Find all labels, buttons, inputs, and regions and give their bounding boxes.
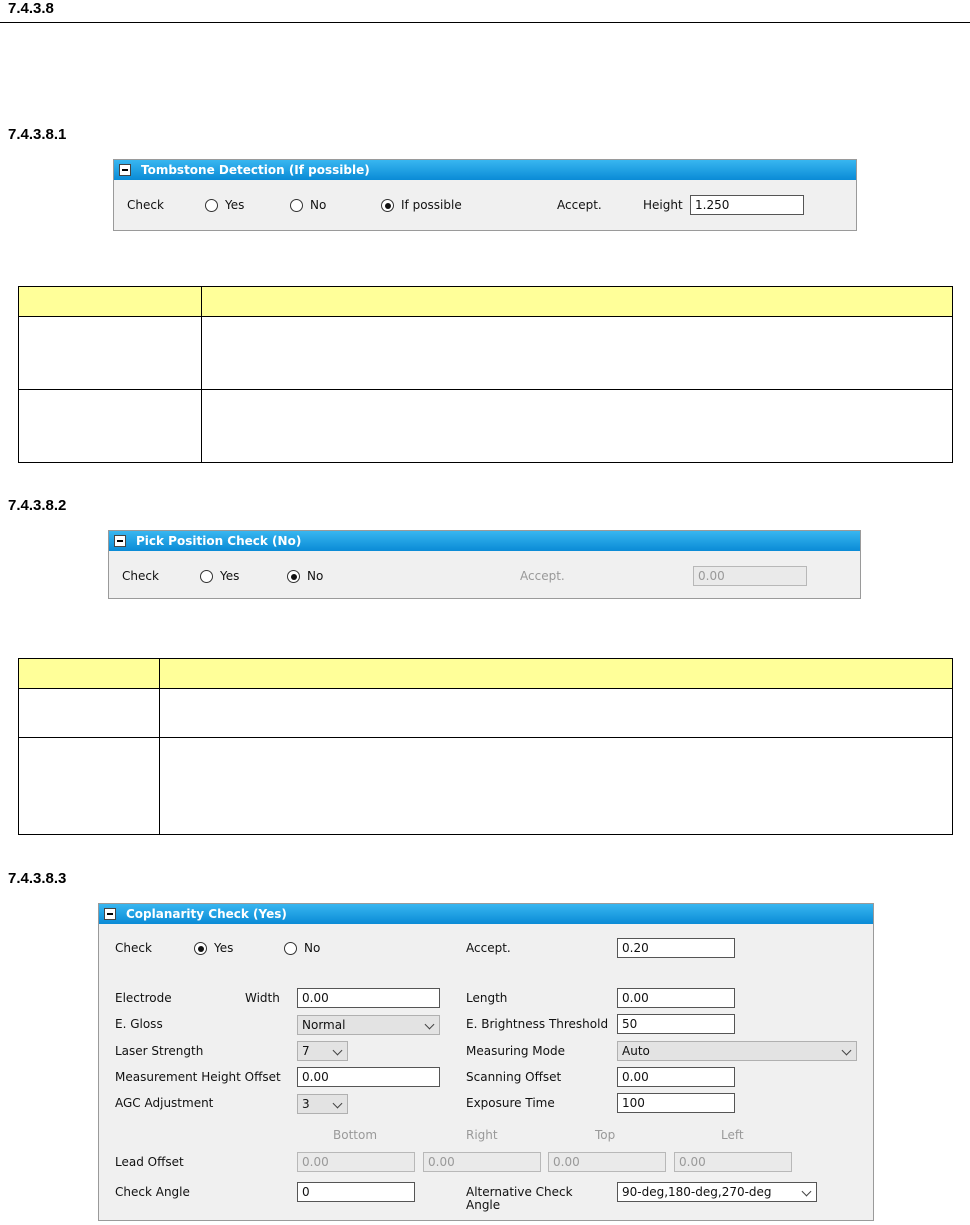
check-yes-label: Yes (214, 941, 234, 955)
lead-offset-right-input[interactable]: 0.00 (423, 1152, 541, 1172)
accept-label: Accept. (520, 569, 565, 583)
electrode-label: Electrode (115, 991, 172, 1005)
alternative-check-angle-value: 90-deg,180-deg,270-deg (622, 1185, 772, 1199)
table-cell (160, 738, 953, 835)
scanning-offset-label: Scanning Offset (466, 1070, 562, 1084)
table-cell (160, 689, 953, 738)
chevron-down-icon (425, 1020, 435, 1030)
lead-offset-label: Lead Offset (115, 1155, 184, 1169)
length-label: Length (466, 991, 508, 1005)
check-no-label: No (307, 569, 324, 583)
tombstone-detection-panel (113, 159, 857, 231)
section-number-3: 7.4.3.8.3 (8, 870, 67, 887)
lead-offset-right-header: Right (466, 1128, 498, 1142)
check-label: Check (127, 198, 164, 212)
laser-strength-select[interactable] (297, 1041, 348, 1061)
check-yes-radio[interactable] (194, 942, 207, 955)
measuring-mode-label: Measuring Mode (466, 1044, 565, 1058)
check-no-radio[interactable] (290, 199, 303, 212)
table-cell (19, 390, 202, 463)
panel-title: Tombstone Detection (If possible) (141, 163, 370, 177)
collapse-icon[interactable] (119, 164, 131, 176)
agc-adjustment-select[interactable] (297, 1094, 348, 1114)
collapse-icon[interactable] (114, 535, 126, 547)
alternative-check-angle-label: Alternative Check (466, 1185, 573, 1199)
alternative-check-angle-label-line2: Angle (466, 1198, 501, 1212)
check-yes-label: Yes (220, 569, 240, 583)
measurement-height-offset-input[interactable]: 0.00 (297, 1067, 440, 1087)
check-if-possible-label: If possible (401, 198, 462, 212)
table-header-cell (160, 659, 953, 689)
table-cell (19, 738, 160, 835)
check-angle-input[interactable]: 0 (297, 1182, 415, 1202)
section-number-1: 7.4.3.8.1 (8, 126, 67, 143)
agc-adjustment-value: 3 (302, 1097, 310, 1111)
collapse-icon[interactable] (104, 908, 116, 920)
measurement-height-offset-label: Measurement Height Offset (115, 1070, 281, 1084)
chevron-down-icon (802, 1187, 812, 1197)
agc-adjustment-label: AGC Adjustment (115, 1096, 214, 1110)
lead-offset-bottom-input[interactable]: 0.00 (297, 1152, 415, 1172)
check-no-radio[interactable] (284, 942, 297, 955)
e-brightness-threshold-input[interactable]: 50 (617, 1014, 735, 1034)
exposure-time-label: Exposure Time (466, 1096, 555, 1110)
check-angle-label: Check Angle (115, 1185, 190, 1199)
table-header-cell (19, 659, 160, 689)
lead-offset-top-input[interactable]: 0.00 (548, 1152, 666, 1172)
table-cell (19, 317, 202, 390)
panel-title-bar (99, 904, 873, 924)
length-input[interactable]: 0.00 (617, 988, 735, 1008)
coplanarity-check-panel (98, 903, 874, 1221)
check-if-possible-radio[interactable] (381, 199, 394, 212)
panel-title-bar (114, 160, 856, 180)
table-header-cell (202, 287, 953, 317)
section-number-2: 7.4.3.8.2 (8, 497, 67, 514)
check-no-label: No (304, 941, 321, 955)
check-yes-label: Yes (225, 198, 245, 212)
check-label: Check (115, 941, 152, 955)
panel-title: Coplanarity Check (Yes) (126, 907, 287, 921)
chevron-down-icon (842, 1046, 852, 1056)
laser-strength-label: Laser Strength (115, 1044, 204, 1058)
table-header-cell (19, 287, 202, 317)
tombstone-settings-table (18, 286, 953, 463)
table-cell (202, 390, 953, 463)
height-input[interactable]: 1.250 (690, 195, 804, 215)
chevron-down-icon (333, 1046, 343, 1056)
laser-strength-value: 7 (302, 1044, 310, 1058)
check-no-radio[interactable] (287, 570, 300, 583)
section-heading: 7.4.3.8 (8, 0, 54, 17)
alternative-check-angle-select[interactable] (617, 1182, 817, 1202)
width-input[interactable]: 0.00 (297, 988, 440, 1008)
panel-title: Pick Position Check (No) (136, 534, 302, 548)
table-cell (19, 689, 160, 738)
height-label: Height (643, 198, 683, 212)
check-label: Check (122, 569, 159, 583)
accept-input[interactable]: 0.00 (693, 566, 807, 586)
measuring-mode-value: Auto (622, 1044, 650, 1058)
e-gloss-label: E. Gloss (115, 1017, 163, 1031)
lead-offset-top-header: Top (595, 1128, 616, 1142)
check-yes-radio[interactable] (205, 199, 218, 212)
measuring-mode-select[interactable] (617, 1041, 857, 1061)
width-label: Width (245, 991, 280, 1005)
check-no-label: No (310, 198, 327, 212)
lead-offset-bottom-header: Bottom (333, 1128, 378, 1142)
accept-label: Accept. (557, 198, 602, 212)
heading-rule (0, 22, 970, 23)
panel-title-bar (109, 531, 860, 551)
e-gloss-value: Normal (302, 1018, 346, 1032)
chevron-down-icon (333, 1099, 343, 1109)
table-cell (202, 317, 953, 390)
e-gloss-select[interactable] (297, 1015, 440, 1035)
pick-position-panel (108, 530, 861, 599)
lead-offset-left-header: Left (721, 1128, 744, 1142)
scanning-offset-input[interactable]: 0.00 (617, 1067, 735, 1087)
exposure-time-input[interactable]: 100 (617, 1093, 735, 1113)
accept-input[interactable]: 0.20 (617, 938, 735, 958)
e-brightness-threshold-label: E. Brightness Threshold (466, 1017, 609, 1031)
lead-offset-left-input[interactable]: 0.00 (674, 1152, 792, 1172)
accept-label: Accept. (466, 941, 511, 955)
pick-position-settings-table (18, 658, 953, 835)
check-yes-radio[interactable] (200, 570, 213, 583)
